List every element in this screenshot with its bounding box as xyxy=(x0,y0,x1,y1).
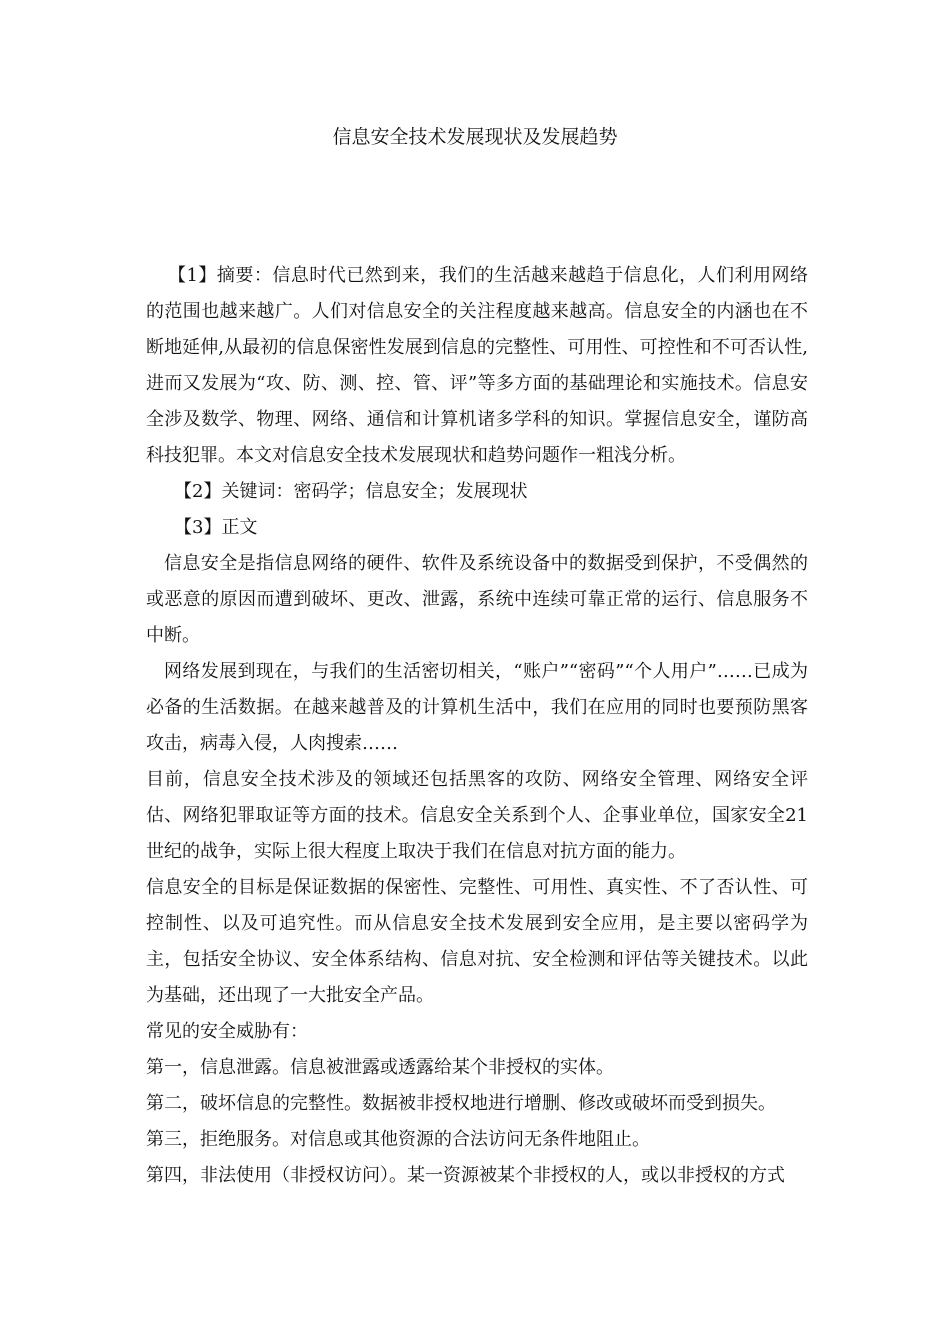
threat-item: 第三，拒绝服务。对信息或其他资源的合法访问无条件地阻止。 xyxy=(146,1129,650,1150)
threat-item: 第四，非法使用（非授权访问）。某一资源被某个非授权的人，或以非授权的方式 xyxy=(146,1165,785,1186)
threats-intro: 常见的安全威胁有： xyxy=(146,1021,308,1042)
document-body xyxy=(146,258,808,1194)
threat-item: 第一，信息泄露。信息被泄露或透露给某个非授权的实体。 xyxy=(146,1057,614,1078)
document-title: 信息安全技术发展现状及发展趋势 xyxy=(332,126,618,148)
main-text-heading: 【3】正文 xyxy=(174,517,258,538)
body-paragraph: 信息安全是指信息网络的硬件、软件及系统设备中的数据受到保护，不受偶然的或恶意的原因而遭到破坏、更改、泄露，系统中连续可靠正常的运行、信息服务不中断。 xyxy=(146,553,808,646)
body-paragraph: 网络发展到现在，与我们的生活密切相关，“账户”“密码”“个人用户”……已成为必备的生活数据。在越来越普及的计算机生活中，我们在应用的同时也要预防黑客攻击，病毒入侵，人肉搜索…… xyxy=(146,661,808,754)
abstract-paragraph: 【1】摘要：信息时代已然到来，我们的生活越来越趋于信息化，人们利用网络的范围也越来越广。人们对信息安全的关注程度越来越高。信息安全的内涵也在不断地延伸,从最初的信息保密性发展到信息的完整性、可用性、可控性和不可否认性,进而又发展为“攻、防、测、控、管、评”等多方面的基础理论和实施技术。信息安全涉及数学、物理、网络、通信和计算机诸多学科的知识。掌握信息安全，谨防高科技犯罪。本文对信息安全技术发展现状和趋势问题作一粗浅分析。 xyxy=(146,265,808,466)
keywords-paragraph: 【2】关键词：密码学；信息安全；发展现状 xyxy=(174,481,528,502)
body-paragraph: 目前，信息安全技术涉及的领域还包括黑客的攻防、网络安全管理、网络安全评估、网络犯罪取证等方面的技术。信息安全关系到个人、企事业单位，国家安全21世纪的战争，实际上很大程度上取决于我们在信息对抗方面的能力。 xyxy=(146,769,808,862)
threat-item: 第二，破坏信息的完整性。数据被非授权地进行增删、修改或破坏而受到损失。 xyxy=(146,1093,776,1114)
body-paragraph: 信息安全的目标是保证数据的保密性、完整性、可用性、真实性、不了否认性、可控制性、以及可追究性。而从信息安全技术发展到安全应用，是主要以密码学为主，包括安全协议、安全体系结构、信息对抗、安全检测和评估等关键技术。以此为基础，还出现了一大批安全产品。 xyxy=(146,877,808,1006)
